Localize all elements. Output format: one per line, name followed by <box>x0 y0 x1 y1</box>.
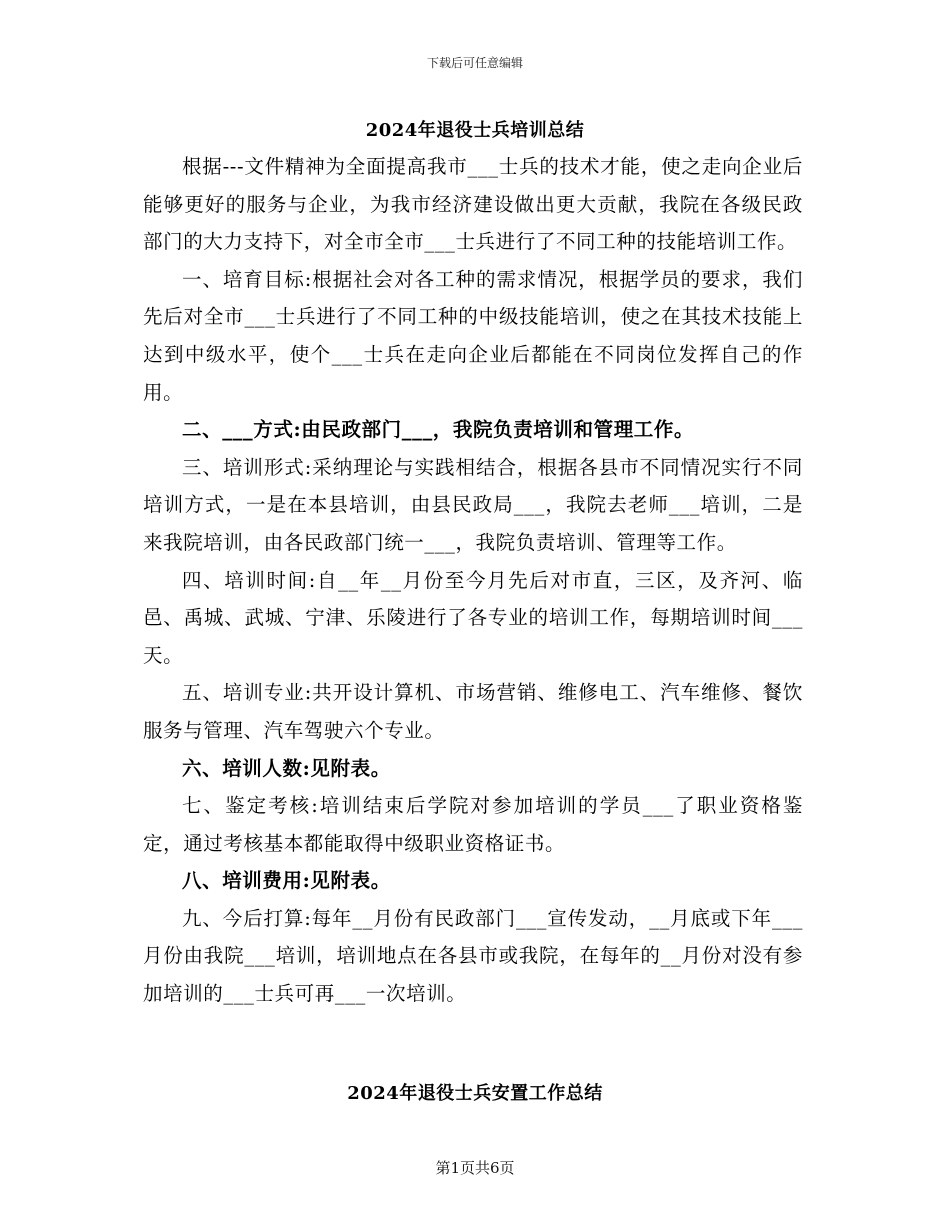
paragraph-intro: 根据---文件精神为全面提高我市___士兵的技术才能，使之走向企业后能够更好的服务与企业，为我市经济建设做出更大贡献，我院在各级民政部门的大力支持下，对全市全市___士兵进行了不同工种的技能培训工作。 <box>143 155 803 254</box>
document-title: 2024年退役士兵培训总结 <box>365 120 585 141</box>
paragraph-assessment: 七、鉴定考核:培训结束后学院对参加培训的学员___了职业资格鉴定，通过考核基本都能取得中级职业资格证书。 <box>143 794 803 855</box>
second-document-title: 2024年退役士兵安置工作总结 <box>347 1083 603 1104</box>
page-footer: 第1页共6页 <box>435 1159 515 1177</box>
header-note: 下载后可任意编辑 <box>426 56 523 70</box>
paragraph-training-form: 三、培训形式:采纳理论与实践相结合，根据各县市不同情况实行不同培训方式，一是在本县培训，由县民政局___，我院去老师___培训，二是来我院培训，由各民政部门统一___，我院负责培训、管理等工作。 <box>143 455 803 554</box>
paragraph-training-goal: 一、培育目标:根据社会对各工种的需求情况，根据学员的要求，我们先后对全市___士兵进行了不同工种的中级技能培训，使之在其技术技能上达到中级水平，使个___士兵在走向企业后都能在不同岗位发挥自己的作用。 <box>143 267 803 404</box>
paragraph-training-time: 四、培训时间:自__年__月份至今月先后对市直，三区，及齐河、临邑、禹城、武城、宁津、乐陵进行了各专业的培训工作，每期培训时间___天。 <box>143 568 803 667</box>
document-body <box>143 148 803 1013</box>
paragraph-training-cost: 八、培训费用:见附表。 <box>182 869 391 893</box>
paragraph-future-plan: 九、今后打算:每年__月份有民政部门___宣传发动，__月底或下年___月份由我院___培训，培训地点在各县市或我院，在每年的__月份对没有参加培训的___士兵可再___一次培训。 <box>143 906 803 1006</box>
paragraph-trainee-count: 六、培训人数:见附表。 <box>182 756 391 780</box>
paragraph-training-majors: 五、培训专业:共开设计算机、市场营销、维修电工、汽车维修、餐饮服务与管理、汽车驾驶六个专业。 <box>143 681 803 742</box>
paragraph-method: 二、___方式:由民政部门___，我院负责培训和管理工作。 <box>182 418 695 442</box>
